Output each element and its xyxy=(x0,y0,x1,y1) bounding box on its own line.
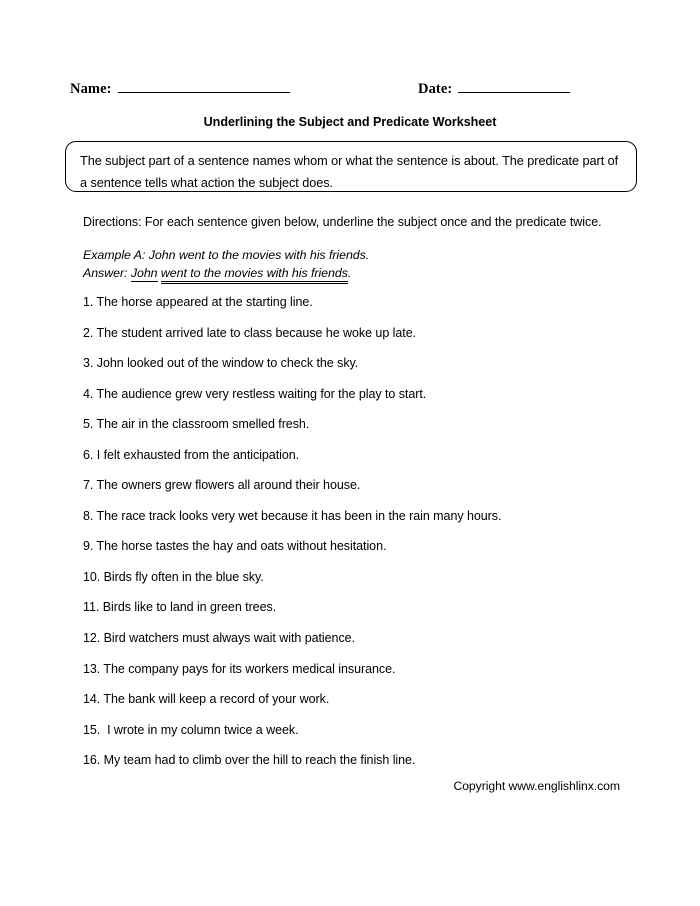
list-item[interactable]: 16. My team had to climb over the hill to reach the finish line. xyxy=(83,753,416,768)
date-write-in-line[interactable] xyxy=(458,80,570,93)
example-answer xyxy=(83,265,628,283)
list-item[interactable]: 6. I felt exhausted from the anticipation. xyxy=(83,447,300,462)
list-item[interactable]: 11. Birds like to land in green trees. xyxy=(83,600,277,615)
name-date-row xyxy=(70,80,550,102)
definition-box xyxy=(65,141,637,192)
answer-label: Answer: xyxy=(83,265,128,280)
list-item[interactable]: 8. The race track looks very wet because it has been in the rain many hours. xyxy=(83,508,502,523)
list-item[interactable]: 14. The bank will keep a record of your work. xyxy=(83,692,330,707)
list-item[interactable]: 1. The horse appeared at the starting line. xyxy=(83,295,313,309)
example-prompt: Example A: John went to the movies with his friends. xyxy=(83,248,370,262)
list-item[interactable]: 12. Bird watchers must always wait with patience. xyxy=(83,631,355,646)
answer-predicate-double-underlined: went to the movies with his friends xyxy=(160,265,348,280)
date-field-group xyxy=(418,80,570,98)
list-item[interactable]: 10. Birds fly often in the blue sky. xyxy=(83,569,264,584)
sentence-list xyxy=(83,296,628,785)
answer-period: . xyxy=(347,265,352,280)
list-item[interactable]: 2. The student arrived late to class because he woke up late. xyxy=(83,325,417,340)
list-item[interactable]: 3. John looked out of the window to check the sky. xyxy=(83,356,359,371)
name-field-group xyxy=(70,80,290,98)
example-block xyxy=(83,247,628,282)
list-item[interactable]: 4. The audience grew very restless waiting for the play to start. xyxy=(83,386,427,401)
list-item[interactable]: 15. I wrote in my column twice a week. xyxy=(83,722,299,737)
name-write-in-line[interactable] xyxy=(118,80,290,93)
copyright-notice: Copyright www.englishlinx.com xyxy=(453,779,620,793)
list-item[interactable]: 7. The owners grew flowers all around their house. xyxy=(83,478,361,493)
date-label: Date: xyxy=(418,81,453,97)
answer-subject-underlined: John xyxy=(130,265,158,280)
name-label: Name: xyxy=(70,81,112,97)
list-item[interactable]: 9. The horse tastes the hay and oats without hesitation. xyxy=(83,539,387,554)
page-title: Underlining the Subject and Predicate Worksheet xyxy=(203,115,497,129)
definition-text: The subject part of a sentence names whom or what the sentence is about. The predicate part of a sentence tells what action the subject does. xyxy=(80,154,619,190)
list-item[interactable]: 13. The company pays for its workers medical insurance. xyxy=(83,661,396,676)
list-item[interactable]: 5. The air in the classroom smelled fresh. xyxy=(83,417,310,432)
directions-text: Directions: For each sentence given below, underline the subject once and the predicate twice. xyxy=(83,215,602,229)
